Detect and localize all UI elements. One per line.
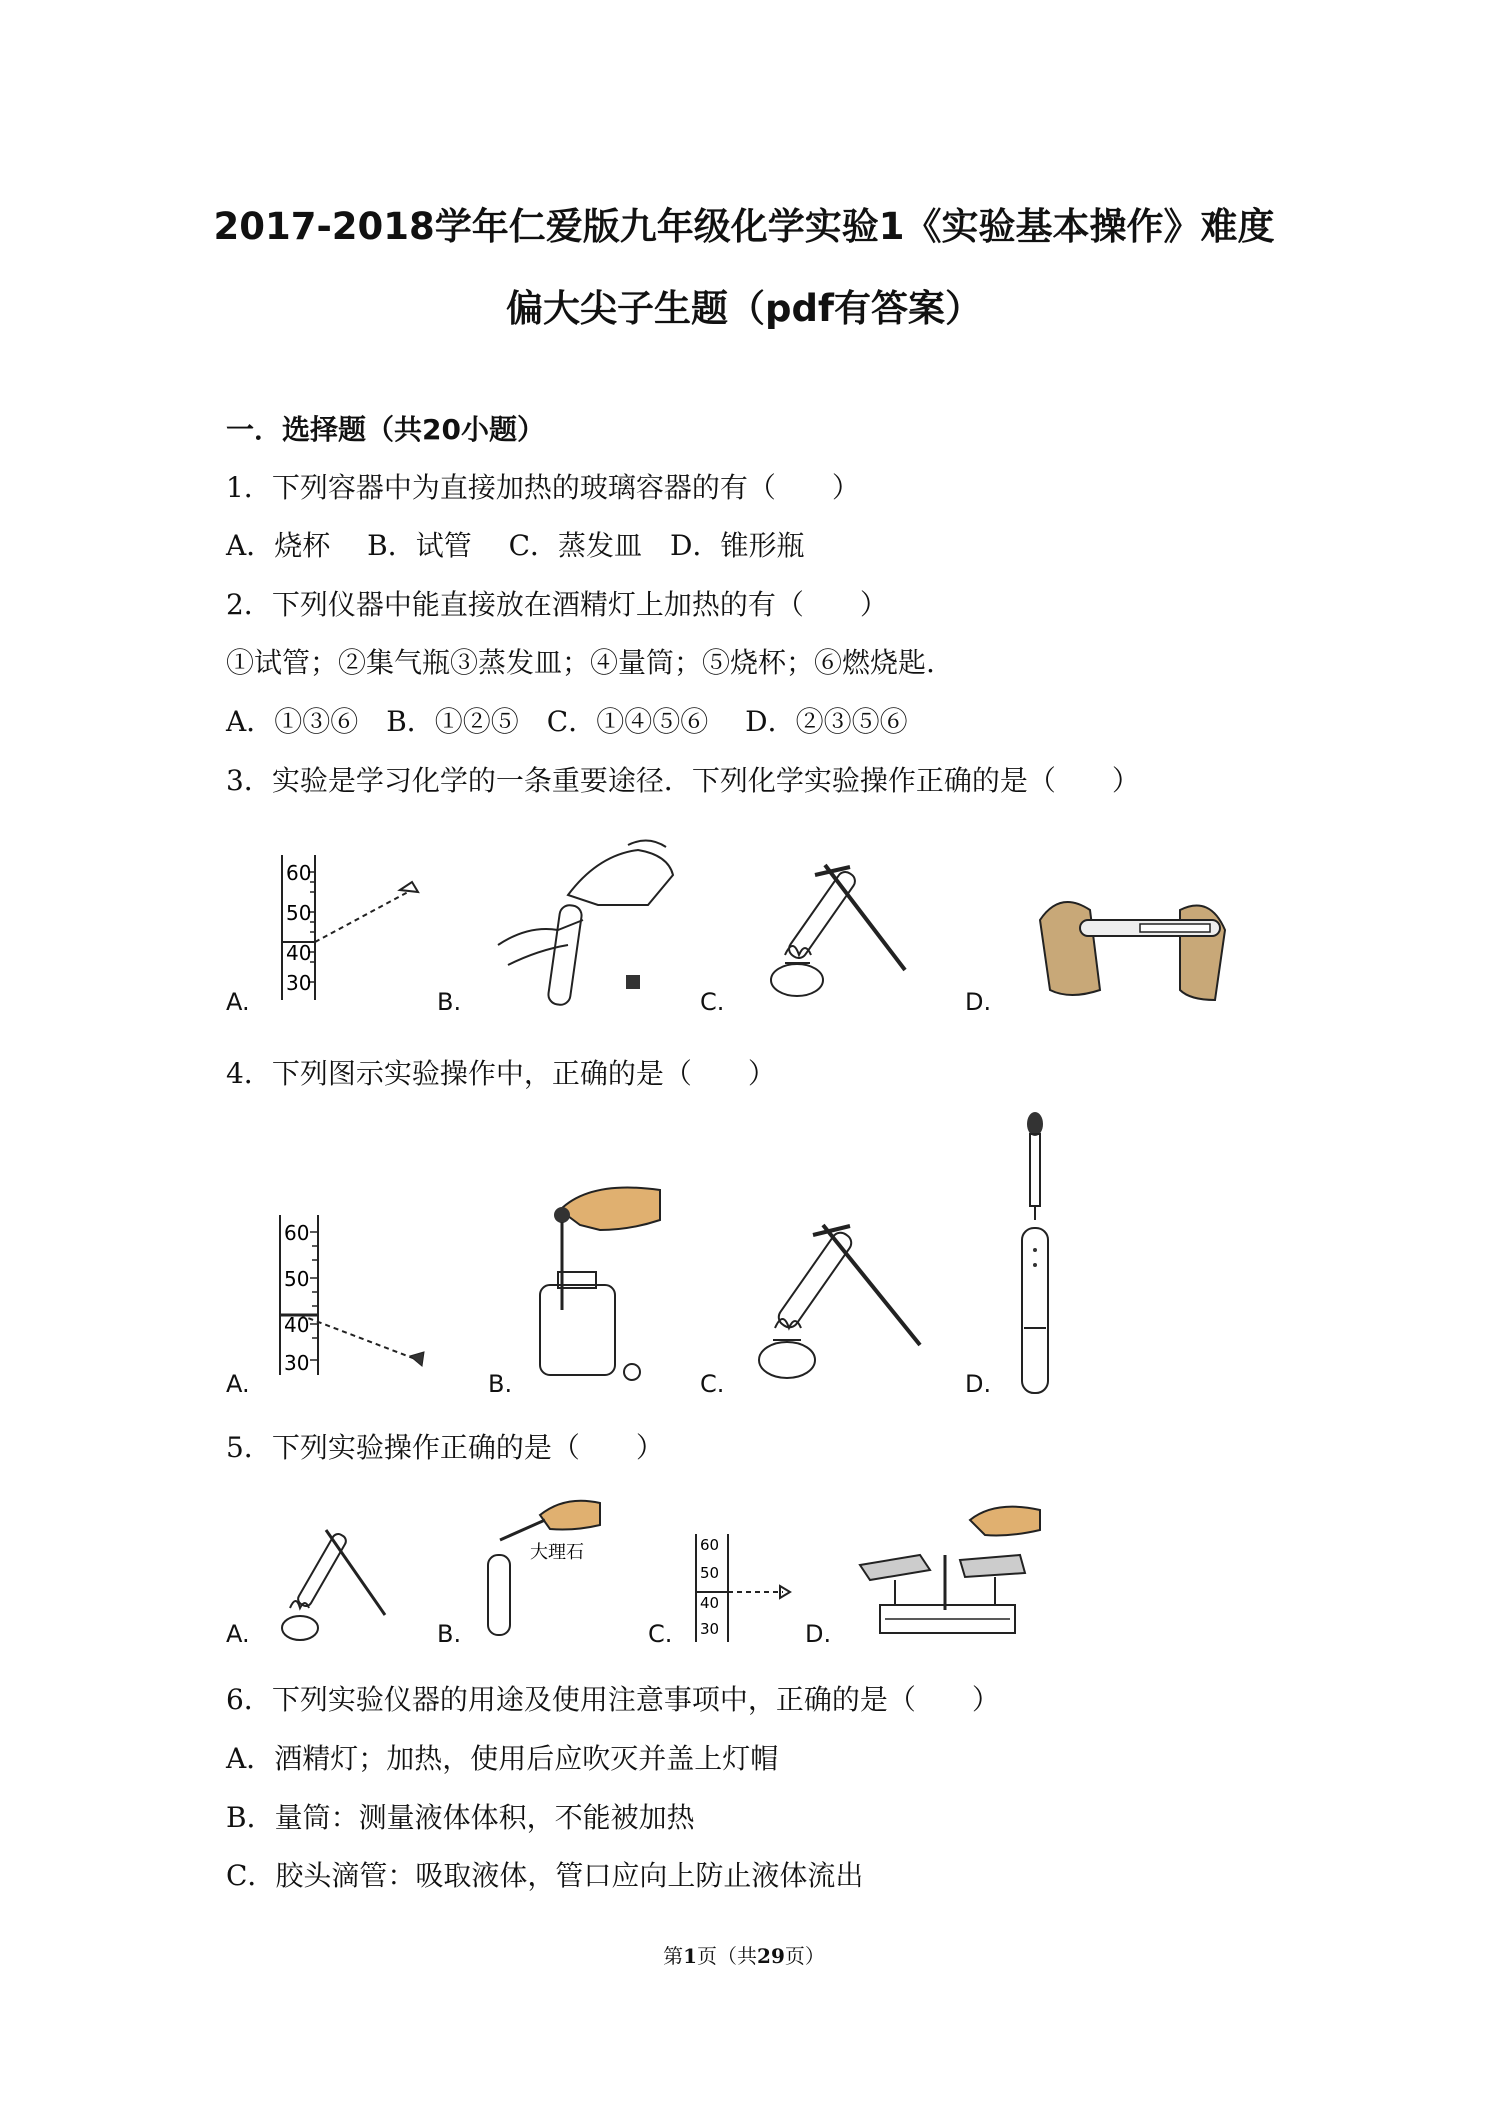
q4-figure-c-heating-tube [745, 1200, 935, 1390]
q6-option-a: A．酒精灯；加热，使用后应吹灭并盖上灯帽 [226, 1742, 779, 1775]
q3-a-tick-40: 40 [286, 941, 312, 965]
q5-c-tick-40: 40 [700, 1594, 720, 1612]
q3-a-tick-30: 30 [286, 971, 312, 995]
q2-stem: 2．下列仪器中能直接放在酒精灯上加热的有（ ） [226, 588, 888, 621]
q5-stem: 5．下列实验操作正确的是（ ） [226, 1431, 664, 1464]
q5-label-a: A. [226, 1620, 250, 1648]
eye-icon [780, 1586, 790, 1598]
q3-label-a: A. [226, 988, 250, 1016]
marble-label: 大理石 [530, 1542, 584, 1563]
q5-figure-b-marble-into-tube [480, 1495, 620, 1645]
q3-stem: 3．实验是学习化学的一条重要途径．下列化学实验操作正确的是（ ） [226, 764, 1140, 797]
q4-label-a: A. [226, 1370, 250, 1398]
q5-label-c: C. [648, 1620, 673, 1648]
q5-c-tick-30: 30 [700, 1620, 720, 1638]
eye-icon [410, 1352, 424, 1366]
stopper-icon [624, 1364, 640, 1380]
q5-figure-a-heating-tube [270, 1520, 400, 1650]
q4-a-tick-50: 50 [284, 1267, 310, 1291]
q4-a-tick-60: 60 [284, 1221, 310, 1245]
q6-option-c: C．胶头滴管：吸取液体，管口应向上防止液体流出 [226, 1859, 864, 1892]
q3-figure-c-heating-tube [755, 845, 925, 1015]
bottle-stopper [626, 975, 640, 989]
q5-figure-d-balance [850, 1495, 1050, 1645]
q4-label-c: C. [700, 1370, 725, 1398]
document-title-line2: 偏大尖子生题（pdf有答案） [505, 287, 983, 330]
q3-a-tick-60: 60 [286, 861, 312, 885]
page-footer [0, 1940, 1488, 1969]
q6-stem: 6．下列实验仪器的用途及使用注意事项中，正确的是（ ） [226, 1683, 1000, 1716]
q3-label-c: C. [700, 988, 725, 1016]
q3-figure-a-cylinder-reading [270, 850, 430, 1010]
q5-c-tick-60: 60 [700, 1536, 720, 1554]
q4-a-tick-30: 30 [284, 1351, 310, 1375]
q2-items: ①试管；②集气瓶③蒸发皿；④量筒；⑤烧杯；⑥燃烧匙. [226, 646, 935, 679]
q5-figure-c-cylinder-reading [688, 1530, 808, 1650]
q4-stem: 4．下列图示实验操作中，正确的是（ ） [226, 1057, 776, 1090]
footer-mid: 页（共 [697, 1944, 758, 1968]
q4-a-tick-40: 40 [284, 1313, 310, 1337]
q1-options: A．烧杯 B．试管 C．蒸发皿 D．锥形瓶 [226, 529, 805, 562]
q3-a-tick-50: 50 [286, 901, 312, 925]
q4-label-d: D. [965, 1370, 992, 1398]
q3-label-b: B. [437, 988, 462, 1016]
footer-page-number: 1 [683, 1944, 698, 1968]
q6-option-b: B．量筒：测量液体体积，不能被加热 [226, 1801, 695, 1834]
q2-options: A．①③⑥ B．①②⑤ C．①④⑤⑥ D．②③⑤⑥ [226, 705, 908, 738]
footer-total-pages: 29 [757, 1944, 785, 1968]
q5-label-d: D. [805, 1620, 832, 1648]
q1-stem: 1．下列容器中为直接加热的玻璃容器的有（ ） [226, 471, 860, 504]
q3-figure-d-holding-tube [1030, 880, 1230, 1010]
eye-icon [400, 882, 418, 892]
q5-label-b: B. [437, 1620, 462, 1648]
q4-figure-a-cylinder-reading [270, 1210, 450, 1380]
q4-figure-b-dropper-in-bottle [520, 1180, 670, 1390]
section-heading: 一．选择题（共20小题） [226, 413, 545, 446]
q5-c-tick-50: 50 [700, 1564, 720, 1582]
q4-label-b: B. [488, 1370, 513, 1398]
footer-prefix: 第 [663, 1944, 684, 1968]
q3-figure-b-pouring-liquid [488, 835, 688, 1015]
footer-suffix: 页） [784, 1944, 825, 1968]
q3-label-d: D. [965, 988, 992, 1016]
document-title-line1: 2017-2018学年仁爱版九年级化学实验1《实验基本操作》难度 [213, 205, 1275, 248]
q4-figure-d-dropper-above-tube [1010, 1110, 1060, 1400]
